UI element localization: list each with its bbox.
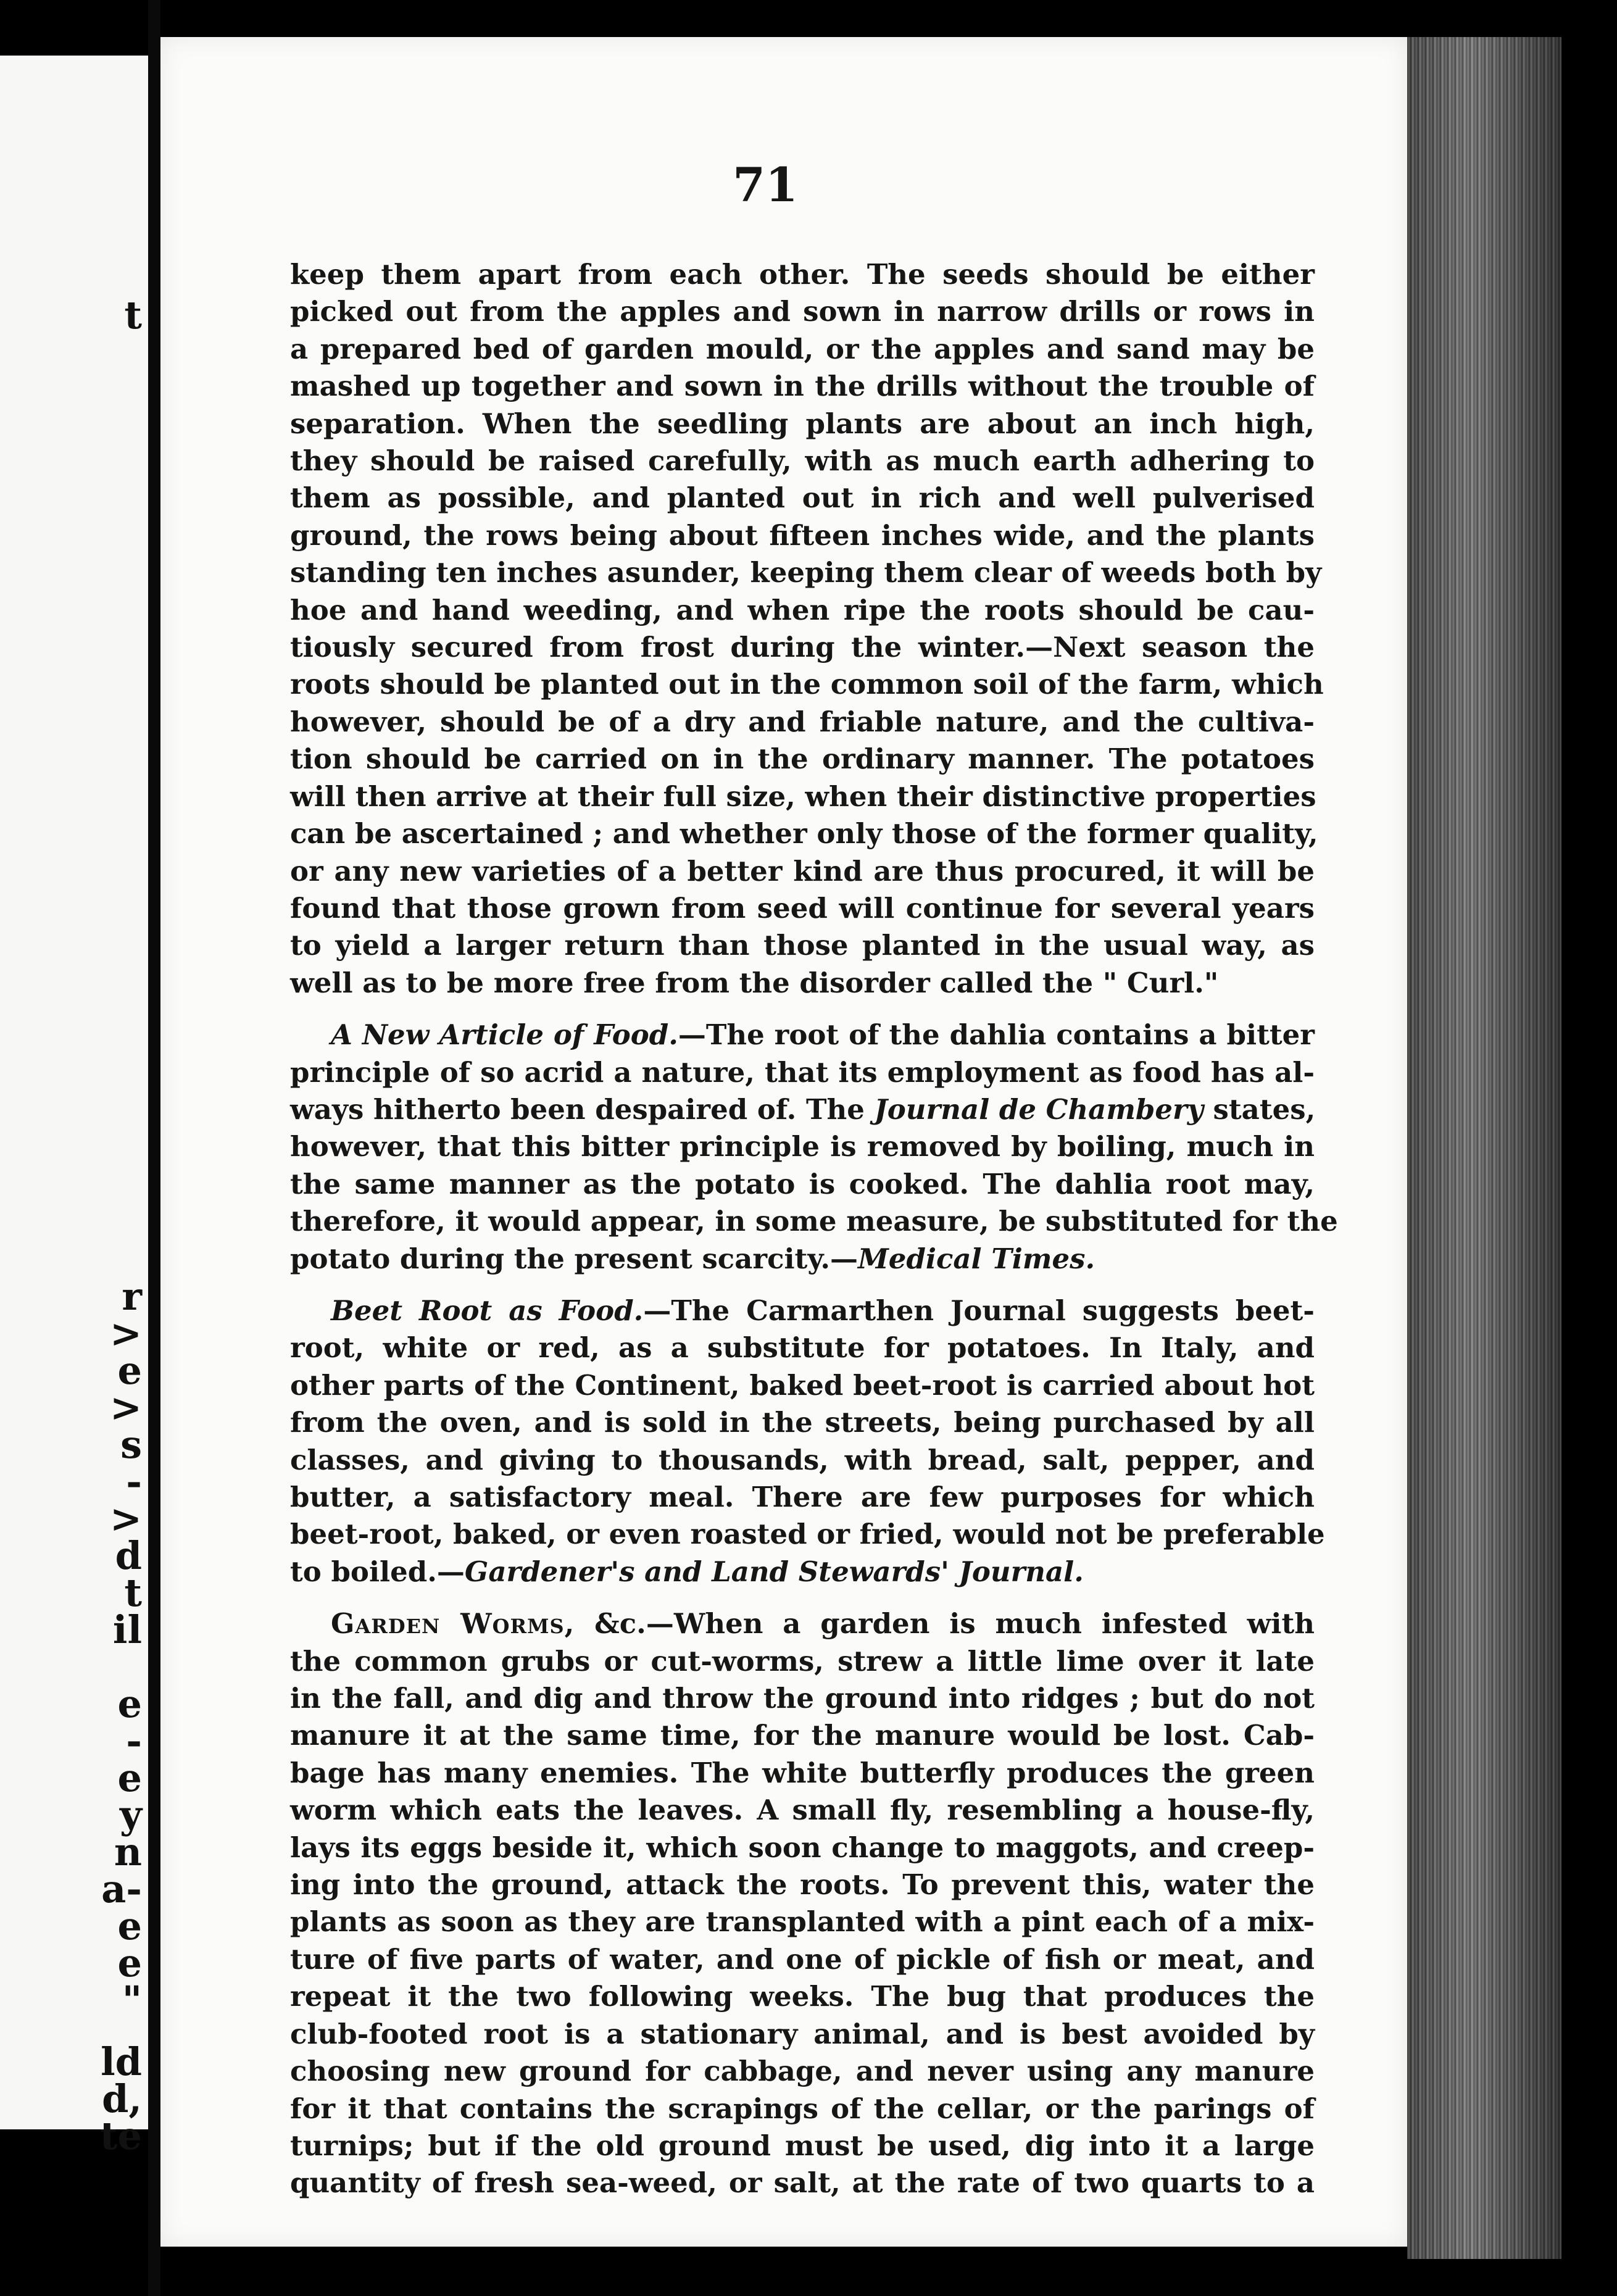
text-line: bage has many enemies. The white butterfly produces the green: [290, 1756, 1315, 1789]
book-gutter: [148, 0, 160, 2296]
text-line: keep them apart from each other. The seeds should be either: [290, 258, 1315, 291]
left-fragment-text: >: [110, 1385, 142, 1430]
text-line: well as to be more free from the disorder called the " Curl.": [290, 966, 1219, 999]
paragraph-dahlia: [290, 1017, 1338, 1278]
text-line: standing ten inches asunder, keeping them clear of weeds both by: [290, 556, 1322, 589]
left-fragment-text: ": [122, 1978, 142, 2023]
book-edge-shading: [1407, 37, 1561, 2259]
text-line: [290, 1241, 1315, 1278]
text-line: hoe and hand weeding, and when ripe the roots should be cau-: [290, 593, 1315, 626]
text-run: —The root of the dahlia contains a bitter: [678, 1018, 1315, 1052]
text-line: ground, the rows being about fifteen inches wide, and the plants: [290, 518, 1315, 552]
text-line: club-footed root is a stationary animal, and is best avoided by: [290, 2017, 1315, 2050]
text-line: the common grubs or cut-worms, strew a little lime over it late: [290, 1644, 1315, 1678]
journal-title: Journal de Chambery: [874, 1092, 1203, 1126]
text-line: [290, 1554, 1315, 1591]
text-line: [290, 1091, 1315, 1128]
text-line: classes, and giving to thousands, with bread, salt, pepper, and: [290, 1443, 1315, 1476]
text-line: a prepared bed of garden mould, or the apples and sand may be: [290, 332, 1315, 365]
text-line: turnips; but if the old ground must be used, dig into it a large: [290, 2129, 1315, 2162]
paragraph-heading: Beet Root as Food.: [331, 1294, 644, 1327]
text-line: therefore, it would appear, in some measure, be substituted for the: [290, 1205, 1338, 1238]
text-line: ture of five parts of water, and one of pickle of fish or meat, and: [290, 1942, 1315, 1976]
left-fragment-text: t: [124, 1570, 142, 1615]
text-line: can be ascertained ; and whether only those of the former quality,: [290, 817, 1318, 851]
text-line: they should be raised carefully, with as much earth adhering to: [290, 444, 1315, 478]
text-line: quantity of fresh sea-weed, or salt, at the rate of two quarts to a: [290, 2166, 1315, 2200]
body-text: [290, 256, 1338, 2202]
left-fragment-text: e: [117, 1903, 142, 1949]
text-line: however, that this bitter principle is removed by boiling, much in: [290, 1130, 1315, 1163]
text-line: separation. When the seedling plants are about an inch high,: [290, 407, 1315, 440]
text-line: ing into the ground, attack the roots. To prevent this, water the: [290, 1868, 1315, 1902]
text-line: tiously secured from frost during the winter.—Next season the: [290, 631, 1315, 664]
main-page: [160, 37, 1407, 2247]
text-line: lays its eggs beside it, which soon change to maggots, and creep-: [290, 1831, 1315, 1864]
text-line: worm which eats the leaves. A small fly, resembling a house-fly,: [290, 1794, 1315, 1827]
left-fragment-text: il: [112, 1607, 142, 1652]
text-line: them as possible, and planted out in rich and well pulverised: [290, 481, 1315, 515]
left-fragment-text: -: [126, 1718, 142, 1763]
text-run: ways hitherto been despaired of. The: [290, 1092, 875, 1126]
left-fragment-text: >: [110, 1311, 142, 1356]
left-fragment-text: s: [120, 1422, 142, 1467]
text-line: root, white or red, as a substitute for potatoes. In Italy, and: [290, 1331, 1315, 1365]
left-fragment-text: >: [110, 1496, 142, 1541]
text-line: [290, 1017, 1315, 1054]
left-fragment-text: d: [115, 1533, 142, 1578]
text-line: tion should be carried on in the ordinary manner. The potatoes: [290, 742, 1315, 776]
paragraph-seeds: [290, 256, 1324, 1002]
left-fragment-text: r: [122, 1274, 142, 1319]
left-fragment-text: e: [117, 1348, 142, 1393]
text-run: to boiled.—: [290, 1555, 465, 1588]
text-line: choosing new ground for cabbage, and never using any manure: [290, 2055, 1315, 2088]
text-run: states,: [1203, 1092, 1316, 1126]
text-line: plants as soon as they are transplanted with a pint each of a mix-: [290, 1905, 1315, 1939]
text-line: the same manner as the potato is cooked. The dahlia root may,: [290, 1167, 1315, 1200]
text-line: mashed up together and sown in the drills without the trouble of: [290, 370, 1315, 403]
paragraph-heading: Garden Worms,: [331, 1607, 575, 1641]
text-line: for it that contains the scrapings of the cellar, or the parings of: [290, 2092, 1315, 2125]
paragraph-garden-worms: [290, 1605, 1315, 2202]
text-line: beet-root, baked, or even roasted or fried, would not be preferable: [290, 1518, 1325, 1551]
text-line: [290, 1605, 1315, 1642]
left-fragment-text: y: [119, 1792, 142, 1837]
left-fragment-text: e: [117, 1755, 142, 1800]
left-fragment-text: e: [117, 1940, 142, 1986]
left-fragment-text: e: [117, 1681, 142, 1726]
text-line: [290, 1292, 1315, 1329]
text-line: to yield a larger return than those planted in the usual way, as: [290, 929, 1315, 962]
text-line: in the fall, and dig and throw the ground into ridges ; but do not: [290, 1682, 1315, 1715]
paragraph-beet-root: [290, 1292, 1325, 1591]
left-page-fragment: [0, 56, 148, 2158]
paragraph-heading: A New Article of Food.: [331, 1018, 678, 1052]
text-line: repeat it the two following weeks. The bug that produces the: [290, 1980, 1315, 2013]
text-line: however, should be of a dry and friable nature, and the cultiva-: [290, 705, 1315, 738]
text-run: potato during the present scarcity.—: [290, 1242, 858, 1275]
text-line: manure it at the same time, for the manure would be lost. Cab-: [290, 1719, 1315, 1752]
text-line: found that those grown from seed will continue for several years: [290, 891, 1315, 925]
left-fragment-text: ld: [101, 2039, 142, 2084]
text-line: or any new varieties of a better kind are thus procured, it will be: [290, 854, 1315, 888]
text-line: roots should be planted out in the common soil of the farm, which: [290, 668, 1324, 701]
source-citation: Gardener's and Land Stewards' Journal.: [464, 1555, 1084, 1588]
text-run: &c.—When a garden is much infested with: [575, 1607, 1315, 1641]
left-fragment-text: d,: [102, 2076, 142, 2121]
left-fragment-text: -: [126, 1459, 142, 1504]
left-fragment-text: n: [114, 1829, 142, 1874]
left-fragment-text: a-: [101, 1866, 142, 1911]
text-line: picked out from the apples and sown in narrow drills or rows in: [290, 295, 1315, 328]
text-line: from the oven, and is sold in the streets, being purchased by all: [290, 1406, 1315, 1439]
text-line: will then arrive at their full size, when their distinctive properties: [290, 780, 1316, 813]
text-line: other parts of the Continent, baked beet-root is carried about hot: [290, 1368, 1315, 1402]
text-line: principle of so acrid a nature, that its employment as food has al-: [290, 1055, 1315, 1089]
source-citation: Medical Times.: [858, 1242, 1095, 1275]
text-line: butter, a satisfactory meal. There are few purposes for which: [290, 1481, 1315, 1513]
page-number: 71: [733, 157, 798, 212]
left-fragment-text: t: [124, 293, 142, 338]
text-run: —The Carmarthen Journal suggests beet-: [643, 1294, 1315, 1327]
left-fragment-text: te: [99, 2113, 142, 2158]
